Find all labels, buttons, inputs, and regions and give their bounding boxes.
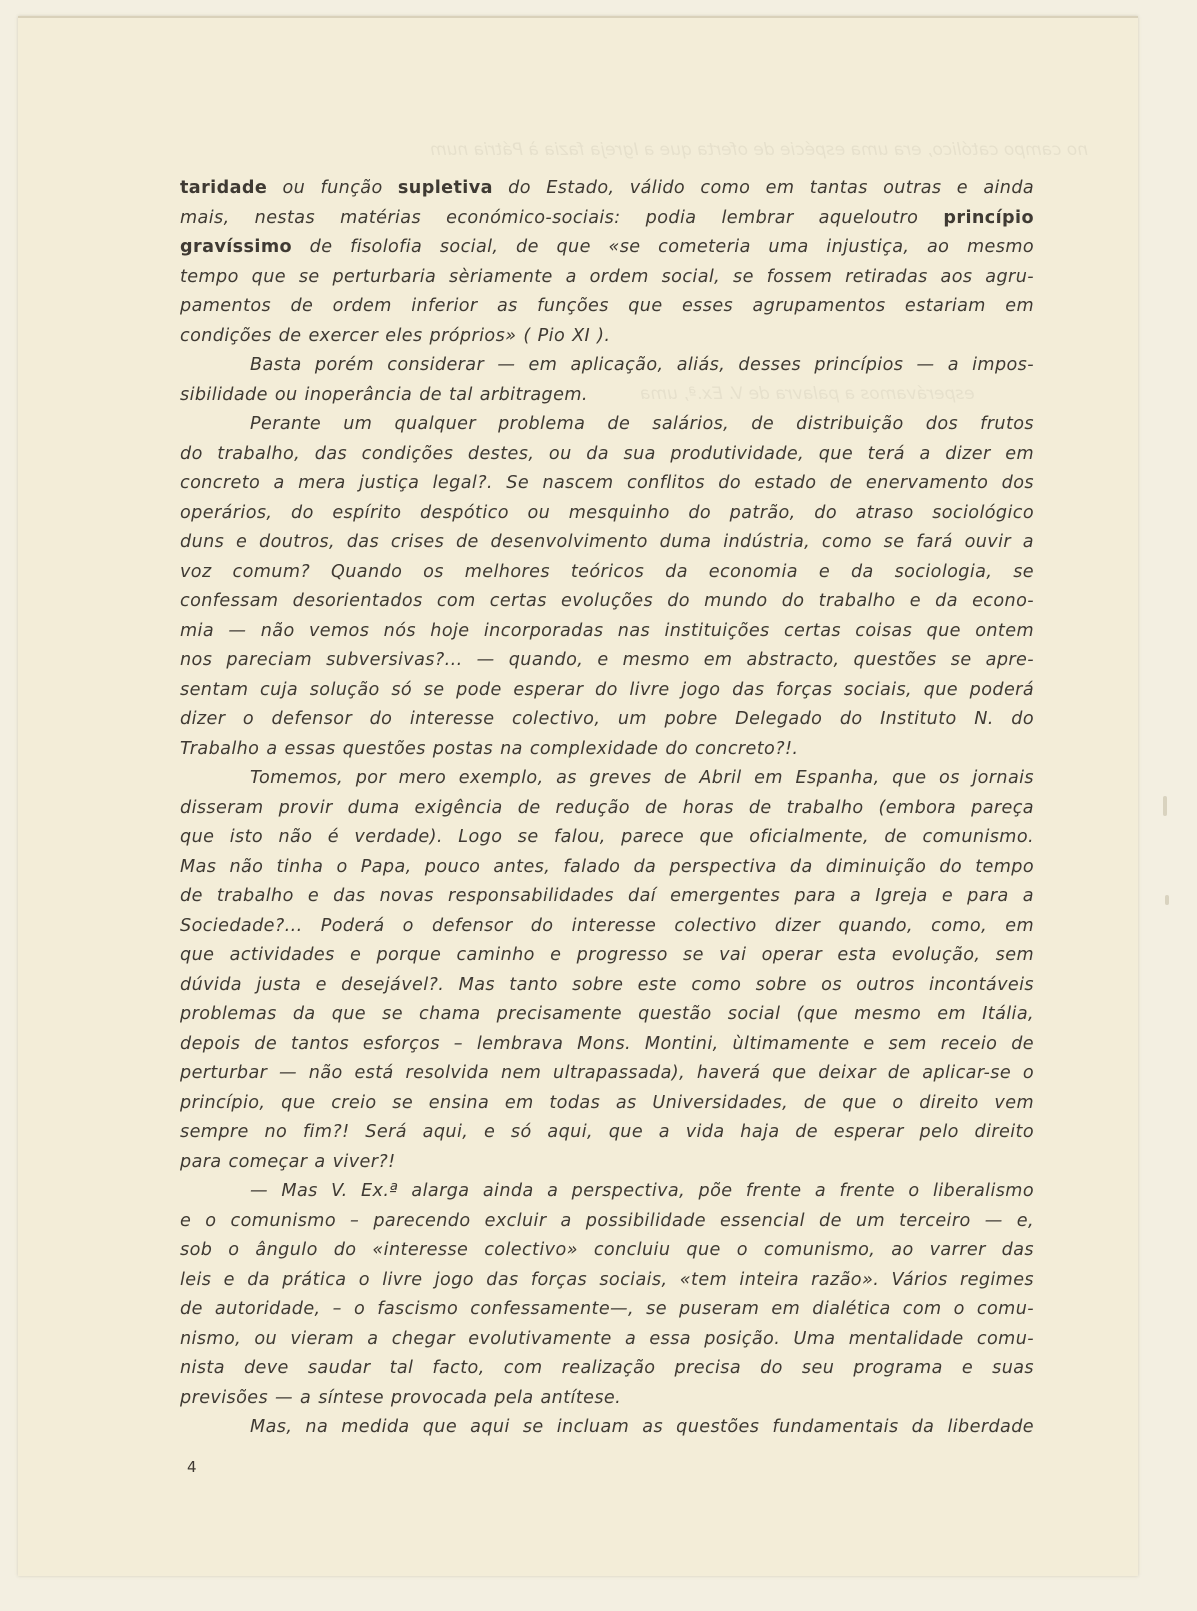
margin-mark xyxy=(1163,796,1167,816)
text-line: dizer o defensor do interesse colectivo, um pobre Delegado do Instituto N. do xyxy=(180,709,1034,729)
text-line: que isto não é verdade). Logo se falou, parece que oficialmente, de comunismo. xyxy=(180,827,1034,847)
page-number: 4 xyxy=(187,1458,197,1476)
text-line: sibilidade ou inoperância de tal arbitragem. xyxy=(180,384,588,405)
text-line: sob o ângulo do «interesse colectivo» concluiu que o comunismo, ao varrer das xyxy=(180,1240,1034,1260)
bleed-through-text: no campo católico, era uma espécie de oferta que a Igreja fazia à Pátria num xyxy=(430,140,1088,160)
text-line: Perante um qualquer problema de salários, de distribuição dos frutos xyxy=(250,414,1034,434)
text-line: taridade ou função supletiva do Estado, válido como em tantas outras e ainda xyxy=(180,178,1035,198)
text-line: mais, nestas matérias económico-sociais: podia lembrar aqueloutro princípio xyxy=(180,207,1034,228)
text-line: princípio, que creio se ensina em todas as Universidades, de que o direito vem xyxy=(180,1092,1034,1113)
text-line: Mas, na medida que aqui se incluam as questões fundamentais da liberdade xyxy=(250,1417,1034,1437)
text-line: nismo, ou vieram a chegar evolutivamente a essa posição. Uma mentalidade comu- xyxy=(180,1328,1034,1349)
text-line: condições de exercer eles próprios» ( Pio XI ). xyxy=(180,325,611,346)
text-line: previsões — a síntese provocada pela antítese. xyxy=(180,1387,622,1408)
text-line: dúvida justa e desejável?. Mas tanto sobre este como sobre os outros incontáveis xyxy=(180,974,1034,995)
text-line: e o comunismo – parecendo excluir a possibilidade essencial de um terceiro — e, xyxy=(180,1210,1034,1231)
text-line: Tomemos, por mero exemplo, as greves de Abril em Espanha, que os jornais xyxy=(250,768,1034,788)
text-line: nista deve saudar tal facto, com realização precisa do seu programa e suas xyxy=(180,1358,1034,1378)
margin-mark xyxy=(1165,895,1169,905)
text-line: pamentos de ordem inferior as funções que esses agrupamentos estariam em xyxy=(180,296,1034,316)
text-line: mia — não vemos nós hoje incorporadas nas instituições certas coisas que ontem xyxy=(180,620,1034,641)
text-line: do trabalho, das condições destes, ou da sua produtividade, que terá a dizer em xyxy=(180,443,1034,464)
sheet-top-edge xyxy=(18,16,1138,18)
text-line: Mas não tinha o Papa, pouco antes, falado da perspectiva da diminuição do tempo xyxy=(180,856,1034,877)
text-line: — Mas V. Ex.ª alarga ainda a perspectiva, põe frente a frente o liberalismo xyxy=(250,1181,1034,1201)
text-line: que actividades e porque caminho e progresso se vai operar esta evolução, sem xyxy=(180,945,1034,965)
text-line: operários, do espírito despótico ou mesquinho do patrão, do atraso sociológico xyxy=(180,502,1034,523)
text-line: depois de tantos esforços – lembrava Mons. Montini, ùltimamente e sem receio de xyxy=(180,1033,1034,1054)
text-line: tempo que se perturbaria sèriamente a ordem social, se fossem retiradas aos agru- xyxy=(180,266,1034,287)
text-line: problemas da que se chama precisamente questão social (que mesmo em Itália, xyxy=(180,1004,1034,1024)
text-line: Trabalho a essas questões postas na complexidade do concreto?!. xyxy=(180,738,799,759)
text-line: para começar a viver?! xyxy=(180,1151,396,1172)
text-line: Sociedade?... Poderá o defensor do interesse colectivo dizer quando, como, em xyxy=(180,915,1034,936)
text-line: confessam desorientados com certas evoluções do mundo do trabalho e da econo- xyxy=(180,591,1034,611)
text-line: nos pareciam subversivas?... — quando, e mesmo em abstracto, questões se apre- xyxy=(180,650,1034,670)
text-line: Basta porém considerar — em aplicação, aliás, desses princípios — a impos- xyxy=(250,355,1034,375)
text-line: sentam cuja solução só se pode esperar do livre jogo das forças sociais, que poderá xyxy=(180,679,1034,700)
text-line: perturbar — não está resolvida nem ultrapassada), haverá que deixar de aplicar-se o xyxy=(180,1063,1034,1083)
text-line: de autoridade, – o fascismo confessamente—, se puseram em dialética com o comu- xyxy=(180,1299,1034,1319)
text-line: sempre no fim?! Será aqui, e só aqui, que a vida haja de esperar pelo direito xyxy=(180,1122,1034,1142)
document-body xyxy=(180,174,1034,1443)
text-line: gravíssimo de fisolofia social, de que «se cometeria uma injustiça, ao mesmo xyxy=(180,237,1035,257)
text-line: de trabalho e das novas responsabilidades daí emergentes para a Igreja e para a xyxy=(180,886,1034,906)
text-line: leis e da prática o livre jogo das forças sociais, «tem inteira razão». Vários regimes xyxy=(180,1269,1034,1290)
text-line: concreto a mera justiça legal?. Se nascem conflitos do estado de enervamento dos xyxy=(180,473,1034,493)
text-line: disseram provir duma exigência de redução de horas de trabalho (embora pareça xyxy=(180,797,1034,818)
text-line: voz comum? Quando os melhores teóricos da economia e da sociologia, se xyxy=(180,561,1034,582)
bleed-through-text: esperávamos a palavra de V. Ex.ª, uma xyxy=(640,384,975,404)
text-line: duns e doutros, das crises de desenvolvimento duma indústria, como se fará ouvir a xyxy=(180,532,1034,552)
